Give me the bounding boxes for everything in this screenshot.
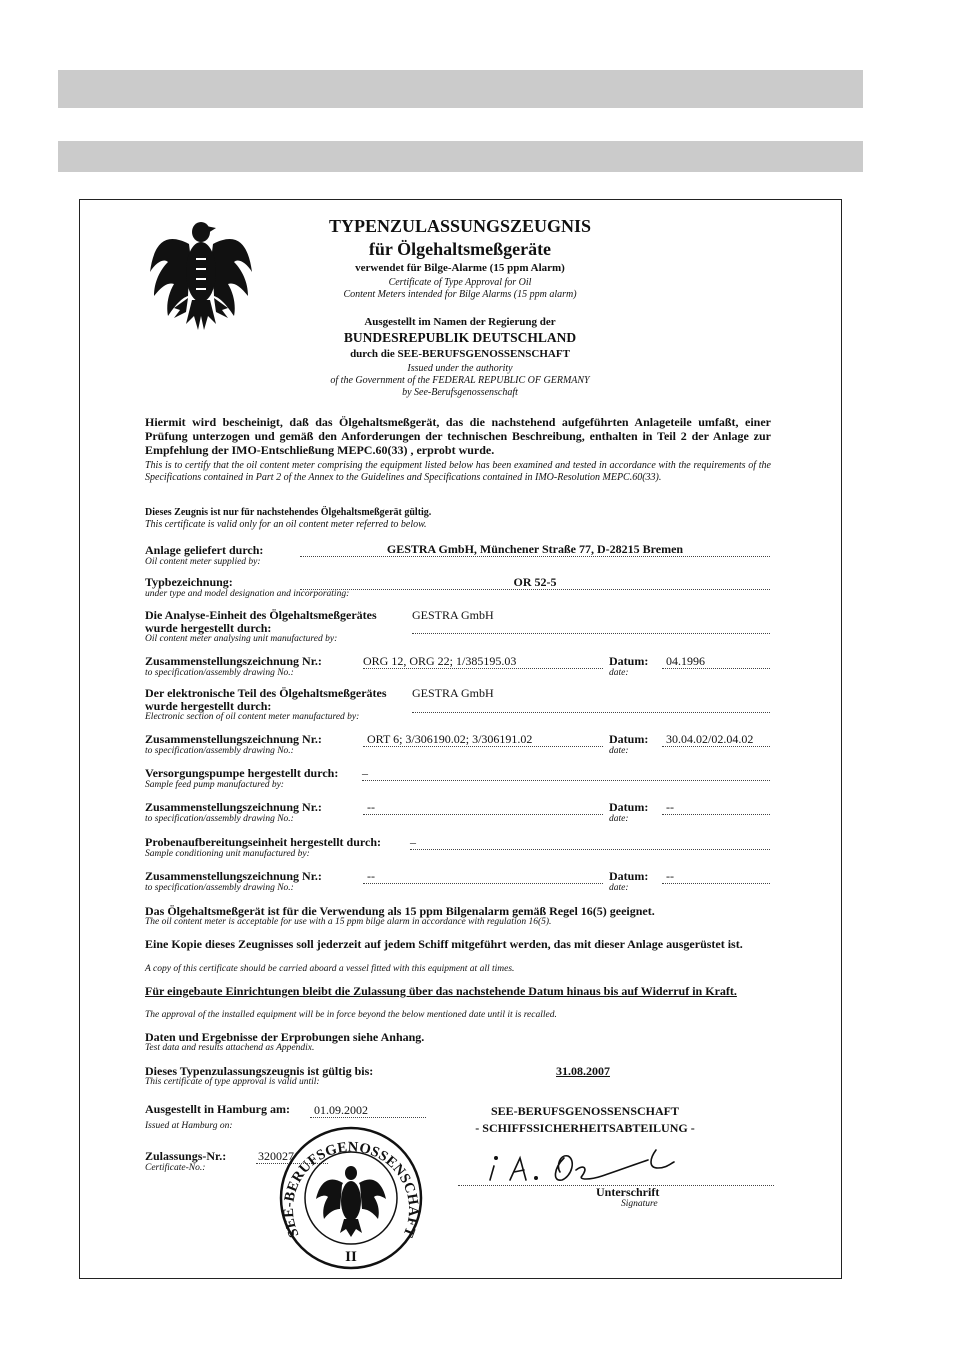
seal-number: II	[345, 1249, 357, 1265]
statement-1-de: Das Ölgehaltsmeßgerät ist für die Verwendung als 15 ppm Bilgenalarm gemäß Regel 16(5) geeignet.	[145, 904, 655, 918]
drawing2-label-en: to specification/assembly drawing No.:	[145, 746, 294, 756]
cond-label: Probenaufbereitungseinheit hergestellt durch:	[145, 835, 381, 849]
certificate-title-en-1: Certificate of Type Approval for Oil	[388, 277, 532, 288]
drawing1-label-en: to specification/assembly drawing No.:	[145, 668, 294, 678]
type-label: Typbezeichnung:	[145, 575, 233, 589]
issued-en-3: by See-Berufsgenossenschaft	[402, 387, 518, 398]
issued-line-3: durch die SEE-BERUFSGENOSSENSCHAFT	[350, 348, 570, 360]
analysis-underline	[412, 633, 770, 634]
date2-value: 30.04.02/02.04.02	[662, 732, 770, 747]
date4-label: Datum:	[609, 869, 649, 883]
supplied-label-en: Oil content meter supplied by:	[145, 557, 261, 567]
elec-value: GESTRA GmbH	[412, 686, 494, 700]
statement-2-de: Eine Kopie dieses Zeugnisses soll jederzeit auf jedem Schiff mitgeführt werden, das mit dieser Anlage ausgerüstet ist.	[145, 937, 743, 951]
analysis-label-1: Die Analyse-Einheit des Ölgehaltsmeßgerätes	[145, 608, 377, 622]
statement-2-en: A copy of this certificate should be carried aboard a vessel fitted with this equipment at all times.	[145, 964, 515, 974]
drawing3-label-en: to specification/assembly drawing No.:	[145, 814, 294, 824]
supplied-label: Anlage geliefert durch:	[145, 543, 264, 557]
type-value: OR 52-5	[300, 575, 770, 590]
date1-label: Datum:	[609, 654, 649, 668]
drawing4-label-en: to specification/assembly drawing No.:	[145, 883, 294, 893]
signature-label-en: Signature	[621, 1199, 658, 1209]
valid-until-value: 31.08.2007	[556, 1064, 610, 1078]
date4-label-en: date:	[609, 883, 629, 893]
date1-value: 04.1996	[662, 654, 770, 669]
valid-until-label: Dieses Typenzulassungszeugnis ist gültig bis:	[145, 1064, 374, 1078]
elec-underline	[412, 712, 770, 713]
date4-value: --	[662, 869, 770, 884]
issued-line-2: BUNDESREPUBLIK DEUTSCHLAND	[343, 330, 577, 345]
intro-de: Hiermit wird bescheinigt, daß das Ölgehaltsmeßgerät, das die nachstehend aufgeführten Anlageteile umfaßt, einer Prüfung unterzogen und gemäß den Anforderungen der technischen Beschreibung, enthalten in Teil 2 der Anlage zur Empfehlung der IMO-Entschließung MEPC.60(33) , erprobt wurde.	[145, 415, 771, 457]
pump-label-en: Sample feed pump manufactured by:	[145, 780, 284, 790]
pump-label: Versorgungspumpe hergestellt durch:	[145, 766, 339, 780]
date3-value: --	[662, 800, 770, 815]
cert-no-value: 320027	[256, 1149, 328, 1164]
certificate-title: TYPENZULASSUNGSZEUGNIS	[328, 216, 592, 236]
supplied-value: GESTRA GmbH, Münchener Straße 77, D-28215 Bremen	[300, 542, 770, 557]
signature-label: Unterschrift	[596, 1185, 660, 1199]
drawing2-label: Zusammenstellungszeichnung Nr.:	[145, 732, 322, 746]
valid-only-de: Dieses Zeugnis ist nur für nachstehendes Ölgehaltsmeßgerät gültig.	[145, 507, 432, 518]
issued-at-label: Ausgestellt in Hamburg am:	[145, 1102, 290, 1116]
seal-eagle-icon	[316, 1166, 386, 1237]
org-department: - SCHIFFSSICHERHEITSABTEILUNG -	[475, 1121, 695, 1135]
drawing2-value: ORT 6; 3/306190.02; 3/306191.02	[363, 732, 603, 747]
header-gray-bar	[58, 70, 863, 108]
statement-4-de: Daten und Ergebnisse der Erprobungen siehe Anhang.	[145, 1030, 425, 1044]
drawing4-value: --	[363, 869, 603, 884]
issued-en-1: Issued under the authority	[407, 363, 513, 374]
elec-label-en: Electronic section of oil content meter manufactured by:	[145, 712, 360, 722]
issued-at-value: 01.09.2002	[310, 1103, 426, 1118]
date3-label-en: date:	[609, 814, 629, 824]
date2-label: Datum:	[609, 732, 649, 746]
drawing4-label: Zusammenstellungszeichnung Nr.:	[145, 869, 322, 883]
seal-text: SEE-BERUFSGENOSSENSCHAFT	[280, 1139, 422, 1240]
valid-only-en: This certificate is valid only for an oil content meter referred to below.	[145, 519, 427, 530]
date1-label-en: date:	[609, 668, 629, 678]
date2-label-en: date:	[609, 746, 629, 756]
drawing3-label: Zusammenstellungszeichnung Nr.:	[145, 800, 322, 814]
federal-eagle-icon	[146, 212, 252, 336]
statement-4-en: Test data and results attachend as Appendix.	[145, 1043, 315, 1053]
drawing3-value: --	[363, 800, 603, 815]
handwritten-signature-icon	[480, 1146, 700, 1190]
valid-until-label-en: This certificate of type approval is valid until:	[145, 1077, 320, 1087]
cond-label-en: Sample conditioning unit manufactured by:	[145, 849, 310, 859]
type-label-en: under type and model designation and incorporating:	[145, 589, 350, 599]
official-seal	[278, 1125, 424, 1271]
elec-label-1: Der elektronische Teil des Ölgehaltsmeßgerätes	[145, 686, 387, 700]
pump-value: –	[362, 766, 770, 781]
analysis-value: GESTRA GmbH	[412, 608, 494, 622]
certificate-subtitle-2: verwendet für Bilge-Alarme (15 ppm Alarm)	[355, 262, 565, 274]
certificate-title-en-2: Content Meters intended for Bilge Alarms (15 ppm alarm)	[343, 289, 577, 300]
issued-line-1: Ausgestellt im Namen der Regierung der	[364, 316, 556, 328]
elec-label-2: wurde hergestellt durch:	[145, 699, 272, 713]
analysis-label-2: wurde hergestellt durch:	[145, 621, 272, 635]
issued-at-label-en: Issued at Hamburg on:	[145, 1121, 233, 1131]
drawing1-value: ORG 12, ORG 22; 1/385195.03	[363, 654, 603, 669]
org-name: SEE-BERUFSGENOSSENSCHAFT	[490, 1104, 680, 1118]
certificate-frame	[79, 199, 842, 1279]
statement-3-de: Für eingebaute Einrichtungen bleibt die Zulassung über das nachstehende Datum hinaus bis auf Widerruf in Kraft.	[145, 984, 737, 998]
issued-en-2: of the Government of the FEDERAL REPUBLIC OF GERMANY	[330, 375, 590, 386]
drawing1-label: Zusammenstellungszeichnung Nr.:	[145, 654, 322, 668]
analysis-label-en: Oil content meter analysing unit manufactured by:	[145, 634, 338, 644]
statement-3-en: The approval of the installed equipment will be in force beyond the below mentioned date until it is recalled.	[145, 1010, 557, 1020]
statement-1-en: The oil content meter is acceptable for use with a 15 ppm bilge alarm in accordance with regulation 16(5).	[145, 917, 552, 927]
certificate-subtitle: für Ölgehaltsmeßgeräte	[368, 239, 552, 259]
cond-value: –	[410, 835, 770, 850]
cert-no-label-en: Certificate-No.:	[145, 1163, 206, 1173]
intro-en: This is to certify that the oil content meter comprising the equipment listed below has been examined and tested in accordance with the requirements of the Specifications contained in Part 2 of the Annex to the Guidelines and Specifications contained in IMO-Resolution MEPC.60(33).	[145, 460, 771, 483]
date3-label: Datum:	[609, 800, 649, 814]
subheader-gray-bar	[58, 141, 863, 172]
cert-no-label: Zulassungs-Nr.:	[145, 1149, 227, 1163]
